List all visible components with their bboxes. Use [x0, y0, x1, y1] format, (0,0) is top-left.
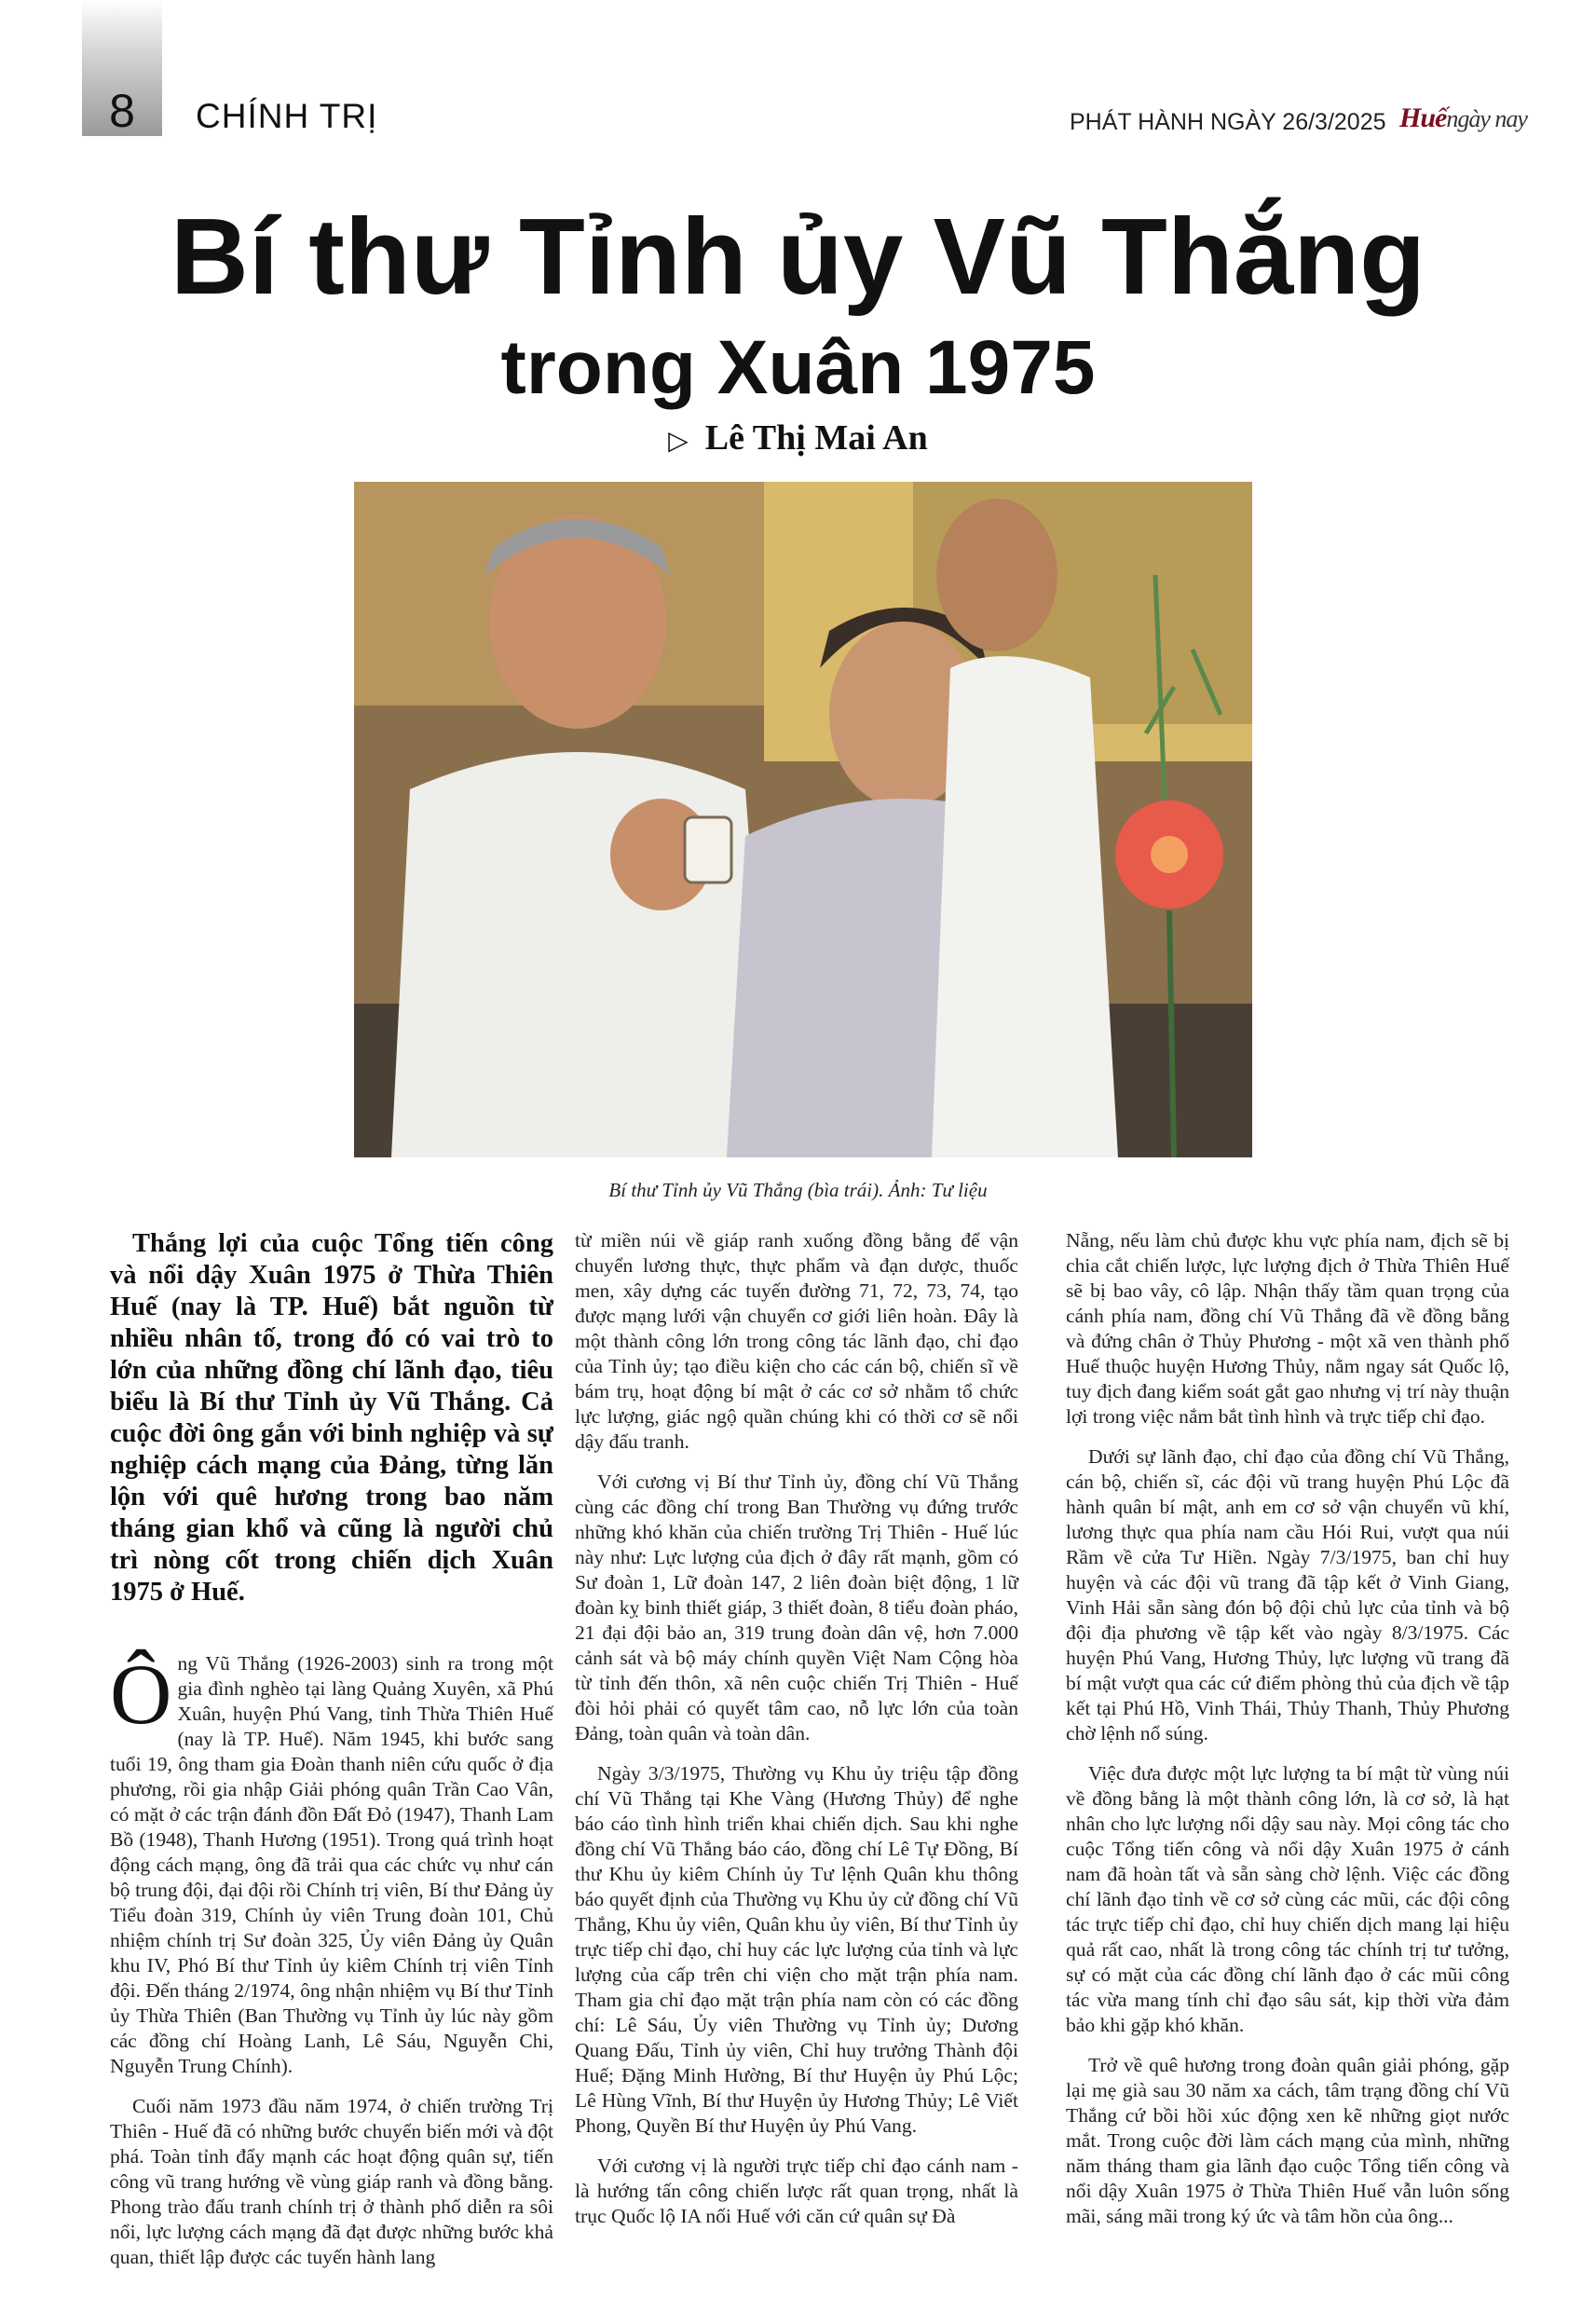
body-paragraph-9: Việc đưa được một lực lượng ta bí mật từ vùng núi về đồng bằng là một thành công lớn, là cơ sở, là hạt nhân cho lực lượng nổi dậy sau này. Mọi công tác cho cuộc Tổng tiến công và nổi dậy Xuân 1975 ở cánh nam đã hoàn tất và sẵn sàng chờ lệnh. Việc các đồng chí lãnh đạo tỉnh về cơ sở cùng các mũi, các đội công tác trực tiếp chỉ đạo, chỉ huy chiến dịch mang lại hiệu quả rất cao, nhất là trong công tác chính trị tư tưởng, sự có mặt của các đồng chí lãnh đạo ở các mũi công tác vừa mang tính chỉ đạo sâu sát, kịp thời vừa đảm bảo khi gặp khó khăn.	[1066, 1762, 1509, 2036]
column-2	[575, 1228, 1018, 2244]
masthead-logo	[1399, 103, 1527, 134]
column-1	[110, 1228, 553, 2285]
body-paragraph-7: Nẵng, nếu làm chủ được khu vực phía nam, địch sẽ bị chia cắt chiến lược, lực lượng địch ở Thừa Thiên Huế sẽ bị bao vây, cô lập. Nhận thấy tầm quan trọng của cánh phía nam, đồng chí Vũ Thắng đã về đồng bằng và đứng chân ở Thủy Phương - một xã ven thành phố Huế thuộc huyện Hương Thủy, nằm ngay sát Quốc lộ, tuy địch đang kiểm soát gắt gao nhưng vị trí này thuận lợi trong việc nắm bắt tình hình và trực tiếp chỉ đạo.	[1066, 1229, 1509, 1428]
section-label: CHÍNH TRỊ	[196, 97, 378, 135]
column-3	[1066, 1228, 1509, 2244]
byline	[0, 417, 1596, 458]
body-paragraph-8: Dưới sự lãnh đạo, chỉ đạo của đồng chí Vũ Thắng, cán bộ, chiến sĩ, các đội vũ trang huyện Phú Lộc đã hành quân bí mật, anh em cơ sở vận chuyển vũ khí, lương thực qua phía nam cầu Hói Rui, vượt qua núi Rầm về cửa Tư Hiền. Ngày 7/3/1975, ban chỉ huy huyện và các đội vũ trang đã tập kết ở Vinh Giang, Vinh Hải sẵn sàng đón bộ đội chủ lực của tỉnh và bộ đội địa phương về tập kết vào ngày 8/3/1975. Các huyện Phú Vang, Hương Thủy, lực lượng vũ trang đã bí mật vượt qua các cứ điểm phòng thủ của địch về tập kết tại Phú Hồ, Vinh Thái, Thủy Thanh, Thủy Phương chờ lệnh nổ súng.	[1066, 1445, 1509, 1744]
body-paragraph-5: Ngày 3/3/1975, Thường vụ Khu ủy triệu tập đồng chí Vũ Thắng tại Khe Vàng (Hương Thủy) để nghe báo cáo tình hình triển khai chiến dịch. Sau khi nghe đồng chí Vũ Thắng báo cáo, đồng chí Lê Tự Đồng, Bí thư Khu ủy kiêm Chính ủy Tư lệnh Quân khu thông báo quyết định của Thường vụ Khu ủy cử đồng chí Vũ Thắng, Khu ủy viên, Quân khu ủy viên, Bí thư Tỉnh ủy trực tiếp chỉ đạo, chỉ huy các lực lượng của tỉnh và lực lượng của cấp trên chi viện cho mặt trận phía nam. Tham gia chỉ đạo mặt trận phía nam còn có các đồng chí: Lê Sáu, Ủy viên Thường vụ Tỉnh ủy; Dương Quang Đấu, Tỉnh ủy viên, Chỉ huy trưởng Thành đội Huế; Đặng Minh Hường, Bí thư Huyện ủy Phú Lộc; Lê Hùng Vĩnh, Bí thư Huyện ủy Hương Thủy; Lê Viết Phong, Quyền Bí thư Huyện ủy Phú Vang.	[575, 1762, 1018, 2137]
body-paragraph-4: Với cương vị Bí thư Tỉnh ủy, đồng chí Vũ Thắng cùng các đồng chí trong Ban Thường vụ đứng trước những khó khăn của chiến trường Trị Thiên - Huế lúc này như: Lực lượng của địch ở đây rất mạnh, gồm có Sư đoàn 1, Lữ đoàn 147, 2 liên đoàn biệt động, 1 lữ đoàn kỵ binh thiết giáp, 3 thiết đoàn, 8 tiểu đoàn pháo, 21 đại đội bảo an, 319 trung đoàn dân vệ, hơn 7.000 cảnh sát và bộ máy chính quyền Việt Nam Cộng hòa từ tỉnh đến thôn, xã nên cuộc chiến Trị Thiên - Huế đòi hỏi phải có quyết tâm cao, nỗ lực lớn của toàn Đảng, toàn quân và toàn dân.	[575, 1471, 1018, 1744]
body-paragraph-6: Với cương vị là người trực tiếp chỉ đạo cánh nam - là hướng tấn công chiến lược rất quan trọng, nhất là trục Quốc lộ IA nối Huế với căn cứ quân sự Đà	[575, 2155, 1018, 2227]
photo-caption: Bí thư Tỉnh ủy Vũ Thắng (bìa trái). Ảnh: Tư liệu	[608, 1179, 988, 1201]
publish-date: PHÁT HÀNH NGÀY 26/3/2025	[1070, 109, 1386, 135]
body-paragraph-1-text: ng Vũ Thắng (1926-2003) sinh ra trong một gia đình nghèo tại làng Quảng Xuyên, xã Phú Xuân, huyện Phú Vang, tỉnh Thừa Thiên Huế (nay là TP. Huế). Năm 1945, khi bước sang tuổi 19, ông tham gia Đoàn thanh niên cứu quốc ở địa phương, rồi gia nhập Giải phóng quân Trần Cao Vân, có mặt ở các trận đánh đồn Đất Đỏ (1947), Thanh Lam Bồ (1948), Thanh Hương (1951). Trong quá trình hoạt động cách mạng, ông đã trải qua các chức vụ như cán bộ trung đội, đại đội rồi Chính trị viên, Bí thư Đảng ủy Tiểu đoàn 319, Chính ủy viên Trung đoàn 101, Chủ nhiệm chính trị Sư đoàn 325, Ủy viên Đảng ủy Quân khu IV, Phó Bí thư Tỉnh ủy kiêm Chính trị viên Tỉnh đội. Đến tháng 2/1974, ông nhận nhiệm vụ Bí thư Tỉnh ủy Thừa Thiên (Ban Thường vụ Tỉnh ủy lúc này gồm các đồng chí Hoàng Lanh, Lê Sáu, Nguyễn Chi, Nguyễn Trung Chính).	[110, 1652, 553, 2077]
masthead-main: Huế	[1399, 103, 1447, 133]
article-title: Bí thư Tỉnh ủy Vũ Thắng	[171, 196, 1425, 317]
drop-cap: Ô	[110, 1647, 172, 1742]
masthead-small: ngày nay	[1446, 105, 1527, 132]
body-paragraph-3: từ miền núi về giáp ranh xuống đồng bằng để vận chuyển lương thực, thực phẩm và đạn dược, thuốc men, xây dựng các tuyến đường 71, 72, 73, 74, tạo được mạng lưới vận chuyển cơ giới liên hoàn. Đây là một thành công lớn trong công tác lãnh đạo, chỉ đạo của Tỉnh ủy; tạo điều kiện cho các cán bộ, chiến sĩ về bám trụ, hoạt động bí mật ở các cơ sở nhằm tổ chức lực lượng, giác ngộ quần chúng khi có thời cơ sẽ nổi dậy đấu tranh.	[575, 1229, 1018, 1453]
body-paragraph-2: Cuối năm 1973 đầu năm 1974, ở chiến trường Trị Thiên - Huế đã có những bước chuyển biến mới và đột phá. Toàn tỉnh đẩy mạnh các hoạt động quân sự, tiến công vũ trang hướng về vùng giáp ranh và đồng bằng. Phong trào đấu tranh chính trị ở thành phố diễn ra sôi nổi, lực lượng cách mạng đã đạt được những bước khả quan, thiết lập được các tuyến hành lang	[110, 2095, 553, 2268]
byline-arrow-icon: ▷	[668, 425, 689, 456]
article-subtitle: trong Xuân 1975	[500, 325, 1096, 410]
lead-paragraph: Thắng lợi của cuộc Tổng tiến công và nổi dậy Xuân 1975 ở Thừa Thiên Huế (nay là TP. Huế) bắt nguồn từ nhiều nhân tố, trong đó có vai trò to lớn của những đồng chí lãnh đạo, tiêu biểu là Bí thư Tỉnh ủy Vũ Thắng. Cả cuộc đời ông gắn với binh nghiệp và sự nghiệp cách mạng của Đảng, từng lăn lộn với quê hương trong bao năm tháng gian khổ và cũng là người chủ trì nòng cốt trong chiến dịch Xuân 1975 ở Huế.	[110, 1229, 553, 1607]
page-number: 8	[109, 85, 135, 137]
article-photo	[354, 482, 1252, 1157]
photo-illustration	[354, 482, 1252, 1157]
body-paragraph-10: Trở về quê hương trong đoàn quân giải phóng, gặp lại mẹ già sau 30 năm xa cách, tâm trạng đồng chí Vũ Thắng cứ bồi hồi xúc động xen kẽ những giọt nước mắt. Trong cuộc đời làm cách mạng của mình, những năm tháng tham gia lãnh đạo cuộc Tổng tiến công và nổi dậy Xuân 1975 ở Thừa Thiên Huế vẫn luôn sống mãi, sáng mãi trong ký ức và tâm hồn của ông...	[1066, 2054, 1509, 2227]
body-paragraph-1	[110, 1647, 553, 2079]
author-name: Lê Thị Mai An	[704, 418, 928, 458]
